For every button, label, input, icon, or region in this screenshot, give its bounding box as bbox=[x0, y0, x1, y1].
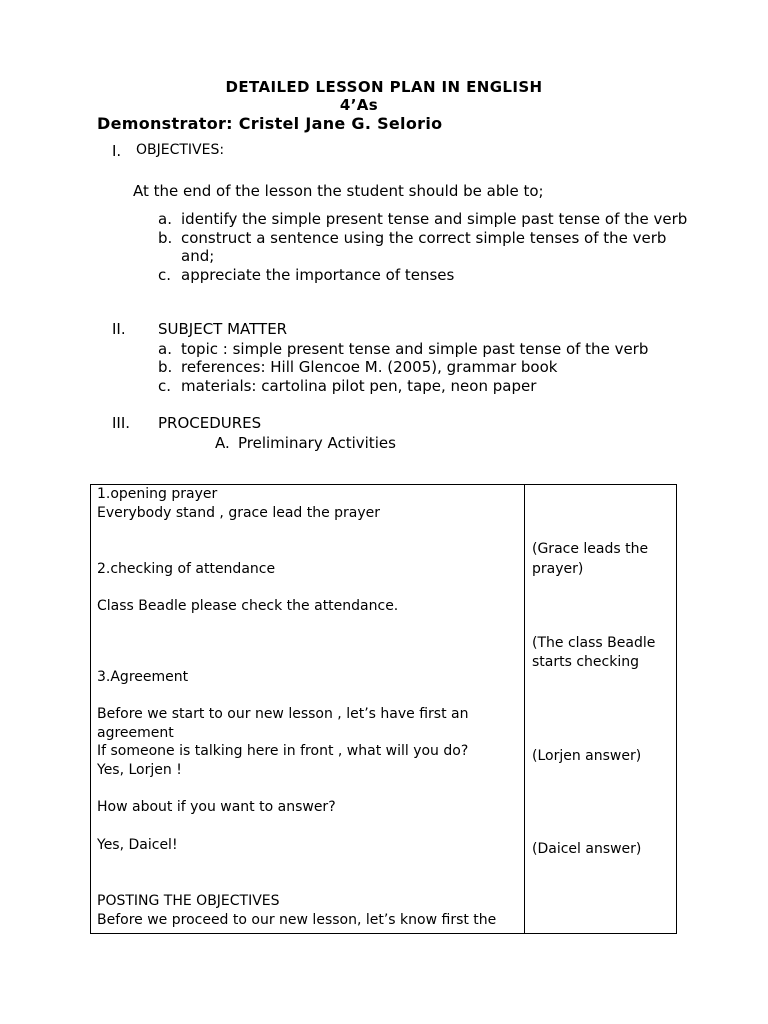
subject-matter-numeral: II. bbox=[112, 320, 126, 338]
document-title: DETAILED LESSON PLAN IN ENGLISH bbox=[225, 78, 543, 96]
subject-references: references: Hill Glencoe M. (2005), grammar book bbox=[181, 358, 558, 376]
student-line: starts checking bbox=[532, 654, 639, 670]
student-line: (Lorjen answer) bbox=[532, 748, 642, 764]
objectives-intro: At the end of the lesson the student should be able to; bbox=[133, 182, 544, 200]
teacher-line: POSTING THE OBJECTIVES bbox=[97, 893, 280, 909]
procedures-numeral: III. bbox=[112, 414, 131, 432]
objective-marker-c: c. bbox=[158, 266, 172, 284]
document-subtitle: 4’As bbox=[339, 96, 379, 114]
teacher-line: Yes, Lorjen ! bbox=[97, 762, 182, 778]
objective-b-text: construct a sentence using the correct simple tenses of the verb bbox=[181, 229, 667, 247]
teacher-line: How about if you want to answer? bbox=[97, 799, 336, 815]
teacher-line: Yes, Daicel! bbox=[97, 837, 178, 853]
student-line: (The class Beadle bbox=[532, 635, 656, 651]
student-line: (Daicel answer) bbox=[532, 841, 642, 857]
objectives-heading: OBJECTIVES: bbox=[136, 142, 225, 158]
subject-marker-a: a. bbox=[158, 340, 172, 358]
objective-c-text: appreciate the importance of tenses bbox=[181, 266, 455, 284]
procedures-heading: PROCEDURES bbox=[158, 414, 262, 432]
subject-marker-b: b. bbox=[158, 358, 173, 376]
teacher-line: Before we proceed to our new lesson, let’s know first the bbox=[97, 912, 497, 928]
teacher-line: Everybody stand , grace lead the prayer bbox=[97, 505, 381, 521]
teacher-line: agreement bbox=[97, 725, 174, 741]
student-line: (Grace leads the bbox=[532, 541, 649, 557]
table-column-divider bbox=[524, 485, 525, 933]
demonstrator-line: Demonstrator: Cristel Jane G. Selorio bbox=[97, 114, 443, 133]
subject-topic: topic : simple present tense and simple past tense of the verb bbox=[181, 340, 649, 358]
subject-materials: materials: cartolina pilot pen, tape, neon paper bbox=[181, 377, 537, 395]
objective-marker-a: a. bbox=[158, 210, 172, 228]
objective-b-text-cont: and; bbox=[181, 247, 215, 265]
objectives-numeral: I. bbox=[112, 142, 122, 160]
teacher-line: Class Beadle please check the attendance. bbox=[97, 598, 399, 614]
teacher-line: 2.checking of attendance bbox=[97, 561, 276, 577]
subject-matter-heading: SUBJECT MATTER bbox=[158, 320, 288, 338]
teacher-line: If someone is talking here in front , what will you do? bbox=[97, 743, 469, 759]
activity-table bbox=[90, 484, 677, 934]
subject-marker-c: c. bbox=[158, 377, 172, 395]
objective-marker-b: b. bbox=[158, 229, 173, 247]
objective-a-text: identify the simple present tense and simple past tense of the verb bbox=[181, 210, 688, 228]
teacher-line: 1.opening prayer bbox=[97, 486, 218, 502]
procedures-sub-heading: Preliminary Activities bbox=[238, 434, 396, 452]
teacher-line: Before we start to our new lesson , let’s have first an bbox=[97, 706, 469, 722]
student-line: prayer) bbox=[532, 561, 584, 577]
procedures-sub-marker: A. bbox=[215, 434, 230, 452]
teacher-line: 3.Agreement bbox=[97, 669, 189, 685]
